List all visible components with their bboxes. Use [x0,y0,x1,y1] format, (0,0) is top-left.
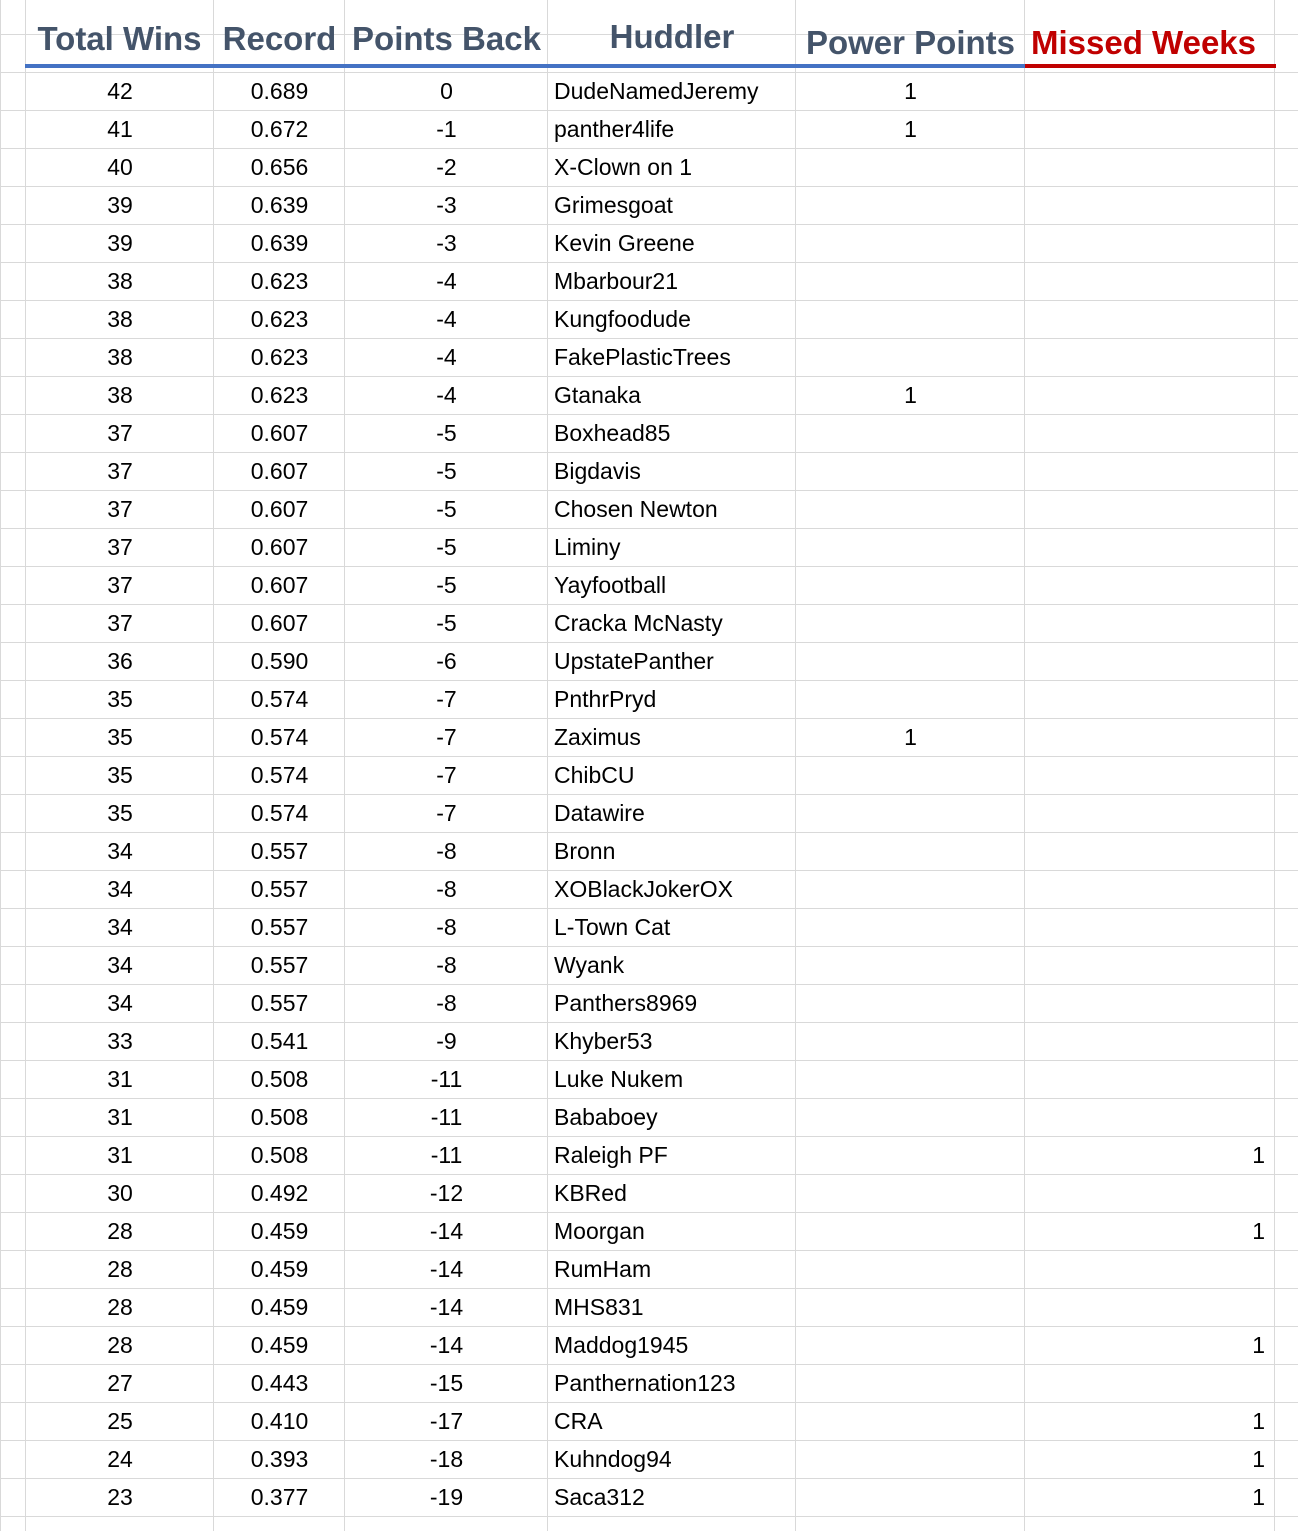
cell-power-points[interactable] [796,794,1025,832]
cell-missed-weeks[interactable] [1025,908,1275,946]
cell-missed-weeks[interactable] [1025,490,1275,528]
cell-power-points[interactable]: 1 [904,116,917,142]
cell-points-back[interactable]: -11 [430,1066,463,1092]
cell-points-back[interactable]: -4 [436,306,457,332]
cell-points-back[interactable]: -5 [436,458,457,484]
header-points-back[interactable]: Points Back [345,0,548,68]
cell-points-back[interactable]: -19 [429,1484,464,1510]
cell-record[interactable]: 0.689 [250,78,309,104]
cell-points-back[interactable]: -15 [429,1370,464,1396]
cell-missed-weeks[interactable] [1025,1364,1275,1402]
cell-missed-weeks[interactable] [1025,718,1275,756]
cell-points-back[interactable]: -3 [436,192,457,218]
cell-missed-weeks[interactable] [1025,376,1275,414]
cell-record[interactable]: 0.459 [250,1256,309,1282]
table-row [0,300,1298,338]
cell-record[interactable]: 0.639 [250,230,309,256]
cell-power-points[interactable] [796,1174,1025,1212]
table-row [0,1440,1298,1478]
table-row [0,1136,1298,1174]
table-row [0,946,1298,984]
cell-huddler[interactable]: Boxhead85 [554,420,671,446]
cell-power-points[interactable] [796,148,1025,186]
cell-total-wins[interactable]: 37 [107,420,133,446]
cell-missed-weeks[interactable] [1025,1250,1275,1288]
cell-huddler[interactable]: ChibCU [554,762,635,788]
cell-huddler[interactable]: Wyank [554,952,625,978]
cell-huddler[interactable]: Raleigh PF [554,1142,668,1168]
cell-points-back[interactable]: -7 [436,686,457,712]
cell-power-points[interactable] [796,642,1025,680]
cell-missed-weeks[interactable]: 1 [1252,1446,1265,1472]
cell-missed-weeks[interactable]: 1 [1252,1408,1265,1434]
cell-record[interactable]: 0.557 [250,990,309,1016]
table-row [0,490,1298,528]
cell-huddler[interactable]: Saca312 [554,1484,645,1510]
cell-record[interactable]: 0.508 [250,1066,309,1092]
cell-huddler[interactable]: Mbarbour21 [554,268,679,294]
cell-points-back[interactable]: -7 [436,800,457,826]
table-row [0,1364,1298,1402]
cell-power-points[interactable] [796,756,1025,794]
cell-points-back[interactable]: -8 [436,876,457,902]
cell-points-back[interactable]: -11 [430,1104,463,1130]
cell-power-points[interactable] [796,908,1025,946]
cell-total-wins[interactable]: 31 [107,1104,133,1130]
cell-total-wins[interactable]: 33 [107,1028,133,1054]
cell-record[interactable]: 0.623 [250,344,309,370]
cell-total-wins[interactable]: 34 [107,990,133,1016]
cell-missed-weeks[interactable] [1025,680,1275,718]
cell-huddler[interactable]: Panthernation123 [554,1370,736,1396]
cell-record[interactable]: 0.557 [250,914,309,940]
cell-total-wins[interactable]: 35 [107,800,133,826]
table-row [0,1250,1298,1288]
table-row [0,642,1298,680]
cell-missed-weeks[interactable] [1025,1174,1275,1212]
cell-record[interactable]: 0.639 [250,192,309,218]
cell-points-back[interactable]: -4 [436,344,457,370]
cell-huddler[interactable]: Zaximus [554,724,641,750]
cell-missed-weeks[interactable] [1025,338,1275,376]
cell-record[interactable]: 0.541 [250,1028,309,1054]
cell-points-back[interactable]: -5 [436,572,457,598]
table-row [0,262,1298,300]
cell-huddler[interactable]: Datawire [554,800,645,826]
header-missed-weeks[interactable]: Missed Weeks [1025,0,1276,68]
cell-power-points[interactable] [796,300,1025,338]
table-row [0,908,1298,946]
table-row [0,1022,1298,1060]
cell-huddler[interactable]: Khyber53 [554,1028,653,1054]
cell-missed-weeks[interactable]: 1 [1252,1484,1265,1510]
cell-points-back[interactable]: -7 [436,724,457,750]
cell-record[interactable]: 0.443 [250,1370,309,1396]
cell-record[interactable]: 0.672 [250,116,309,142]
cell-record[interactable]: 0.607 [250,572,309,598]
cell-points-back[interactable]: -7 [436,762,457,788]
cell-total-wins[interactable]: 41 [107,116,133,142]
cell-power-points[interactable] [796,490,1025,528]
cell-huddler[interactable]: CRA [554,1408,603,1434]
table-row [0,984,1298,1022]
cell-power-points[interactable] [796,1326,1025,1364]
table-row [0,794,1298,832]
header-power-points[interactable]: Power Points [796,0,1025,68]
cell-total-wins[interactable]: 37 [107,572,133,598]
cell-missed-weeks[interactable] [1025,946,1275,984]
cell-power-points[interactable]: 1 [904,724,917,750]
cell-missed-weeks[interactable] [1025,870,1275,908]
table-row [0,680,1298,718]
cell-points-back[interactable]: -12 [429,1180,464,1206]
cell-total-wins[interactable]: 28 [107,1218,133,1244]
table-row [0,338,1298,376]
cell-missed-weeks[interactable] [1025,186,1275,224]
table-row [0,756,1298,794]
cell-total-wins[interactable]: 35 [107,762,133,788]
cell-total-wins[interactable]: 37 [107,496,133,522]
table-row [0,604,1298,642]
cell-total-wins[interactable]: 30 [107,1180,133,1206]
cell-points-back[interactable]: -8 [436,952,457,978]
cell-power-points[interactable] [796,832,1025,870]
table-row [0,452,1298,490]
cell-huddler[interactable]: Moorgan [554,1218,645,1244]
cell-power-points[interactable]: 1 [904,78,917,104]
cell-record[interactable]: 0.492 [250,1180,309,1206]
cell-huddler[interactable]: L-Town Cat [554,914,671,940]
table-row [0,376,1298,414]
cell-missed-weeks[interactable] [1025,1098,1275,1136]
table-row [0,148,1298,186]
cell-record[interactable]: 0.508 [250,1142,309,1168]
cell-points-back[interactable]: -5 [436,496,457,522]
cell-points-back[interactable]: -14 [429,1294,464,1320]
table-row [0,1060,1298,1098]
cell-huddler[interactable]: DudeNamedJeremy [554,78,759,104]
cell-power-points[interactable] [796,262,1025,300]
cell-missed-weeks[interactable] [1025,1060,1275,1098]
table-row [0,186,1298,224]
cell-missed-weeks[interactable] [1025,756,1275,794]
cell-missed-weeks[interactable] [1025,414,1275,452]
cell-total-wins[interactable]: 31 [107,1142,133,1168]
cell-missed-weeks[interactable] [1025,452,1275,490]
cell-power-points[interactable] [796,1478,1025,1516]
table-row [0,1098,1298,1136]
cell-huddler[interactable]: X-Clown on 1 [554,154,693,180]
cell-huddler[interactable]: panther4life [554,116,675,142]
table-row [0,1478,1298,1516]
cell-record[interactable]: 0.459 [250,1294,309,1320]
cell-points-back[interactable]: -14 [429,1256,464,1282]
cell-points-back[interactable]: -9 [436,1028,457,1054]
table-row [0,414,1298,452]
cell-huddler[interactable]: KBRed [554,1180,627,1206]
cell-missed-weeks[interactable] [1025,1288,1275,1326]
cell-missed-weeks[interactable] [1025,110,1275,148]
cell-power-points[interactable] [796,1136,1025,1174]
cell-huddler[interactable]: Kevin Greene [554,230,695,256]
cell-points-back[interactable]: -5 [436,420,457,446]
cell-power-points[interactable] [796,1022,1025,1060]
table-row [0,870,1298,908]
cell-missed-weeks[interactable]: 1 [1252,1332,1265,1358]
cell-record[interactable]: 0.459 [250,1218,309,1244]
cell-points-back[interactable]: -5 [436,534,457,560]
cell-power-points[interactable] [796,1212,1025,1250]
cell-power-points[interactable] [796,1060,1025,1098]
cell-missed-weeks[interactable] [1025,300,1275,338]
cell-huddler[interactable]: Liminy [554,534,621,560]
cell-huddler[interactable]: Yayfootball [554,572,667,598]
cell-points-back[interactable]: 0 [440,78,453,104]
cell-huddler[interactable]: FakePlasticTrees [554,344,731,370]
table-row [0,1288,1298,1326]
cell-total-wins[interactable]: 34 [107,876,133,902]
cell-missed-weeks[interactable] [1025,148,1275,186]
cell-power-points[interactable] [796,1250,1025,1288]
cell-power-points[interactable] [796,452,1025,490]
cell-record[interactable]: 0.377 [250,1484,309,1510]
cell-record[interactable]: 0.607 [250,458,309,484]
cell-points-back[interactable]: -4 [436,382,457,408]
header-huddler[interactable]: Huddler [548,0,796,68]
table-row [0,718,1298,756]
cell-power-points[interactable] [796,1440,1025,1478]
cell-points-back[interactable]: -14 [429,1218,464,1244]
cell-total-wins[interactable]: 38 [107,382,133,408]
cell-huddler[interactable]: Bigdavis [554,458,641,484]
cell-power-points[interactable] [796,946,1025,984]
cell-missed-weeks[interactable] [1025,984,1275,1022]
cell-huddler[interactable]: PnthrPryd [554,686,657,712]
cell-huddler[interactable]: Bababoey [554,1104,658,1130]
cell-power-points[interactable] [796,604,1025,642]
cell-total-wins[interactable]: 31 [107,1066,133,1092]
header-total-wins[interactable]: Total Wins [25,0,214,68]
cell-huddler[interactable]: Kuhndog94 [554,1446,672,1472]
cell-total-wins[interactable]: 34 [107,914,133,940]
cell-points-back[interactable]: -5 [436,610,457,636]
cell-total-wins[interactable]: 38 [107,306,133,332]
cell-record[interactable]: 0.459 [250,1332,309,1358]
cell-record[interactable]: 0.656 [250,154,309,180]
cell-total-wins[interactable]: 39 [107,230,133,256]
cell-record[interactable]: 0.557 [250,952,309,978]
cell-total-wins[interactable]: 39 [107,192,133,218]
cell-power-points[interactable] [796,1364,1025,1402]
cell-total-wins[interactable]: 27 [107,1370,133,1396]
cell-record[interactable]: 0.574 [250,724,309,750]
cell-record[interactable]: 0.410 [250,1408,309,1434]
cell-missed-weeks[interactable] [1025,642,1275,680]
cell-points-back[interactable]: -14 [429,1332,464,1358]
cell-huddler[interactable]: Chosen Newton [554,496,718,522]
cell-missed-weeks[interactable] [1025,528,1275,566]
cell-huddler[interactable]: Maddog1945 [554,1332,689,1358]
cell-points-back[interactable]: -3 [436,230,457,256]
cell-huddler[interactable]: Gtanaka [554,382,641,408]
cell-power-points[interactable] [796,186,1025,224]
cell-total-wins[interactable]: 42 [107,78,133,104]
cell-missed-weeks[interactable] [1025,566,1275,604]
cell-missed-weeks[interactable] [1025,832,1275,870]
cell-missed-weeks[interactable] [1025,224,1275,262]
cell-power-points[interactable] [796,984,1025,1022]
cell-points-back[interactable]: -17 [429,1408,464,1434]
cell-total-wins[interactable]: 37 [107,534,133,560]
table-row [0,832,1298,870]
table-row [0,110,1298,148]
cell-record[interactable]: 0.623 [250,306,309,332]
cell-points-back[interactable]: -6 [436,648,457,674]
cell-record[interactable]: 0.393 [250,1446,309,1472]
cell-total-wins[interactable]: 36 [107,648,133,674]
cell-record[interactable]: 0.607 [250,420,309,446]
cell-huddler[interactable]: Cracka McNasty [554,610,723,636]
cell-missed-weeks[interactable] [1025,72,1275,110]
table-row [0,1402,1298,1440]
cell-points-back[interactable]: -8 [436,914,457,940]
cell-huddler[interactable]: Panthers8969 [554,990,698,1016]
cell-missed-weeks[interactable] [1025,1022,1275,1060]
cell-power-points[interactable] [796,1402,1025,1440]
cell-record[interactable]: 0.607 [250,496,309,522]
table-row [0,224,1298,262]
table-row [0,1212,1298,1250]
cell-missed-weeks[interactable] [1025,262,1275,300]
cell-power-points[interactable] [796,338,1025,376]
cell-points-back[interactable]: -8 [436,990,457,1016]
cell-record[interactable]: 0.607 [250,534,309,560]
cell-power-points[interactable] [796,680,1025,718]
cell-huddler[interactable]: XOBlackJokerOX [554,876,733,902]
cell-total-wins[interactable]: 34 [107,838,133,864]
cell-huddler[interactable]: Grimesgoat [554,192,673,218]
cell-total-wins[interactable]: 25 [107,1408,133,1434]
cell-total-wins[interactable]: 37 [107,610,133,636]
cell-total-wins[interactable]: 40 [107,154,133,180]
cell-total-wins[interactable]: 23 [107,1484,133,1510]
cell-power-points[interactable] [796,566,1025,604]
cell-points-back[interactable]: -4 [436,268,457,294]
table-row [0,1174,1298,1212]
cell-missed-weeks[interactable] [1025,604,1275,642]
cell-huddler[interactable]: Luke Nukem [554,1066,684,1092]
cell-points-back[interactable]: -1 [436,116,457,142]
cell-total-wins[interactable]: 35 [107,724,133,750]
table-row [0,528,1298,566]
cell-total-wins[interactable]: 37 [107,458,133,484]
cell-power-points[interactable] [796,870,1025,908]
cell-total-wins[interactable]: 28 [107,1294,133,1320]
cell-points-back[interactable]: -2 [436,154,457,180]
cell-power-points[interactable] [796,1288,1025,1326]
cell-huddler[interactable]: Bronn [554,838,616,864]
cell-total-wins[interactable]: 28 [107,1332,133,1358]
cell-record[interactable]: 0.607 [250,610,309,636]
cell-points-back[interactable]: -18 [429,1446,464,1472]
cell-record[interactable]: 0.623 [250,268,309,294]
cell-record[interactable]: 0.590 [250,648,309,674]
cell-record[interactable]: 0.574 [250,800,309,826]
table-row [0,1326,1298,1364]
cell-points-back[interactable]: -11 [430,1142,463,1168]
cell-points-back[interactable]: -8 [436,838,457,864]
cell-huddler[interactable]: Kungfoodude [554,306,691,332]
cell-power-points[interactable]: 1 [904,382,917,408]
cell-record[interactable]: 0.623 [250,382,309,408]
cell-total-wins[interactable]: 35 [107,686,133,712]
cell-record[interactable]: 0.508 [250,1104,309,1130]
cell-huddler[interactable]: MHS831 [554,1294,644,1320]
cell-record[interactable]: 0.574 [250,686,309,712]
cell-total-wins[interactable]: 28 [107,1256,133,1282]
cell-total-wins[interactable]: 34 [107,952,133,978]
table-row [0,72,1298,110]
cell-power-points[interactable] [796,224,1025,262]
cell-total-wins[interactable]: 24 [107,1446,133,1472]
cell-total-wins[interactable]: 38 [107,344,133,370]
cell-power-points[interactable] [796,528,1025,566]
cell-record[interactable]: 0.574 [250,762,309,788]
cell-huddler[interactable]: RumHam [554,1256,652,1282]
cell-missed-weeks[interactable]: 1 [1252,1218,1265,1244]
cell-total-wins[interactable]: 38 [107,268,133,294]
cell-power-points[interactable] [796,1098,1025,1136]
cell-huddler[interactable]: UpstatePanther [554,648,714,674]
cell-record[interactable]: 0.557 [250,876,309,902]
table-row [0,566,1298,604]
cell-missed-weeks[interactable]: 1 [1252,1142,1265,1168]
header-record[interactable]: Record [214,0,345,68]
cell-power-points[interactable] [796,414,1025,452]
cell-record[interactable]: 0.557 [250,838,309,864]
cell-missed-weeks[interactable] [1025,794,1275,832]
